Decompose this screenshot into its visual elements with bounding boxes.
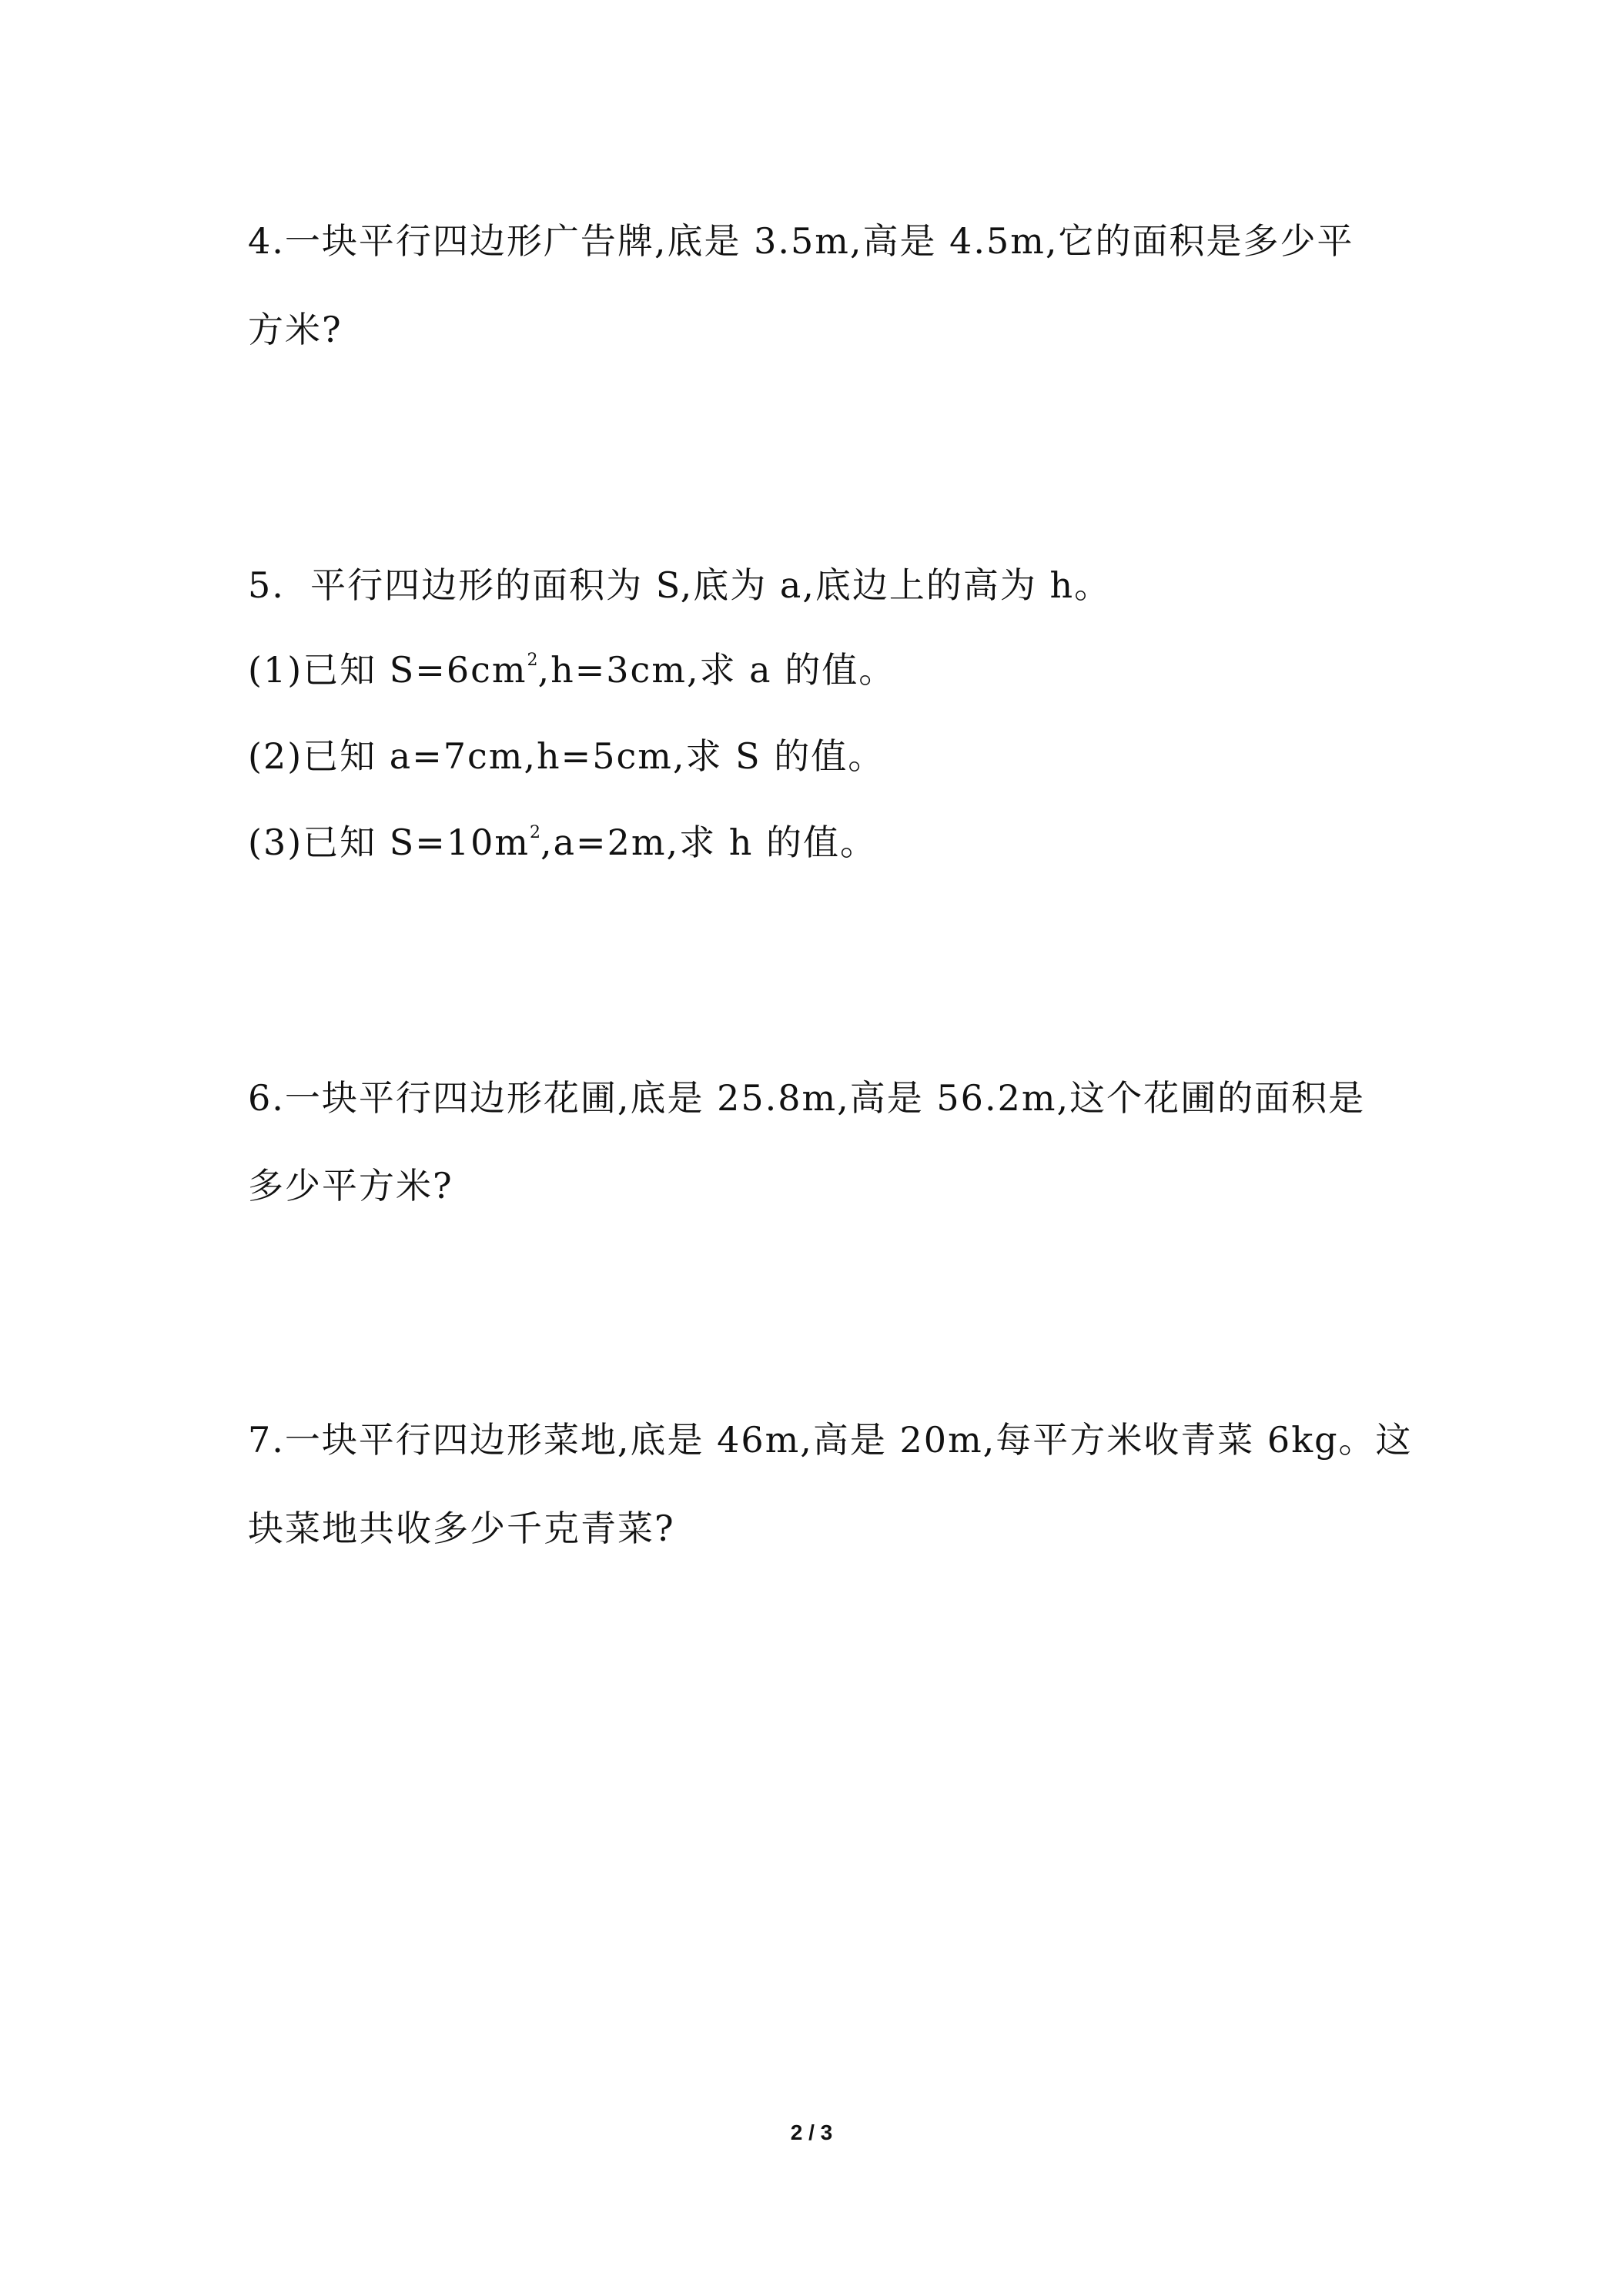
question-4-line-2: 方米?: [248, 309, 343, 350]
part-3-text-b: ,a=2m,求 h 的值。: [540, 822, 877, 863]
page-number: 2 / 3: [790, 2120, 833, 2144]
part-1-text-a: (1)已知 S=6cm: [248, 649, 527, 691]
question-5-part-1: [248, 647, 895, 701]
question-4-line-1: 4.一块平行四边形广告牌,底是 3.5m,高是 4.5m,它的面积是多少平: [248, 220, 1354, 262]
part-3-superscript: 2: [530, 823, 540, 842]
question-7-line-1: 7.一块平行四边形菜地,底是 46m,高是 20m,每平方米收青菜 6kg。这: [248, 1419, 1413, 1461]
question-7-line-2: 块菜地共收多少千克青菜?: [248, 1508, 675, 1549]
question-5-part-3: [248, 819, 877, 873]
question-5-intro: 5. 平行四边形的面积为 S,底为 a,底边上的高为 h。: [248, 564, 1112, 606]
question-6-line-2: 多少平方米?: [248, 1165, 453, 1207]
part-1-superscript: 2: [527, 651, 538, 670]
question-5-part-2: (2)已知 a=7cm,h=5cm,求 S 的值。: [248, 735, 885, 777]
part-1-text-b: ,h=3cm,求 a 的值。: [537, 649, 896, 691]
part-3-text-a: (3)已知 S=10m: [248, 822, 530, 863]
question-6-line-1: 6.一块平行四边形花圃,底是 25.8m,高是 56.2m,这个花圃的面积是: [248, 1077, 1366, 1119]
